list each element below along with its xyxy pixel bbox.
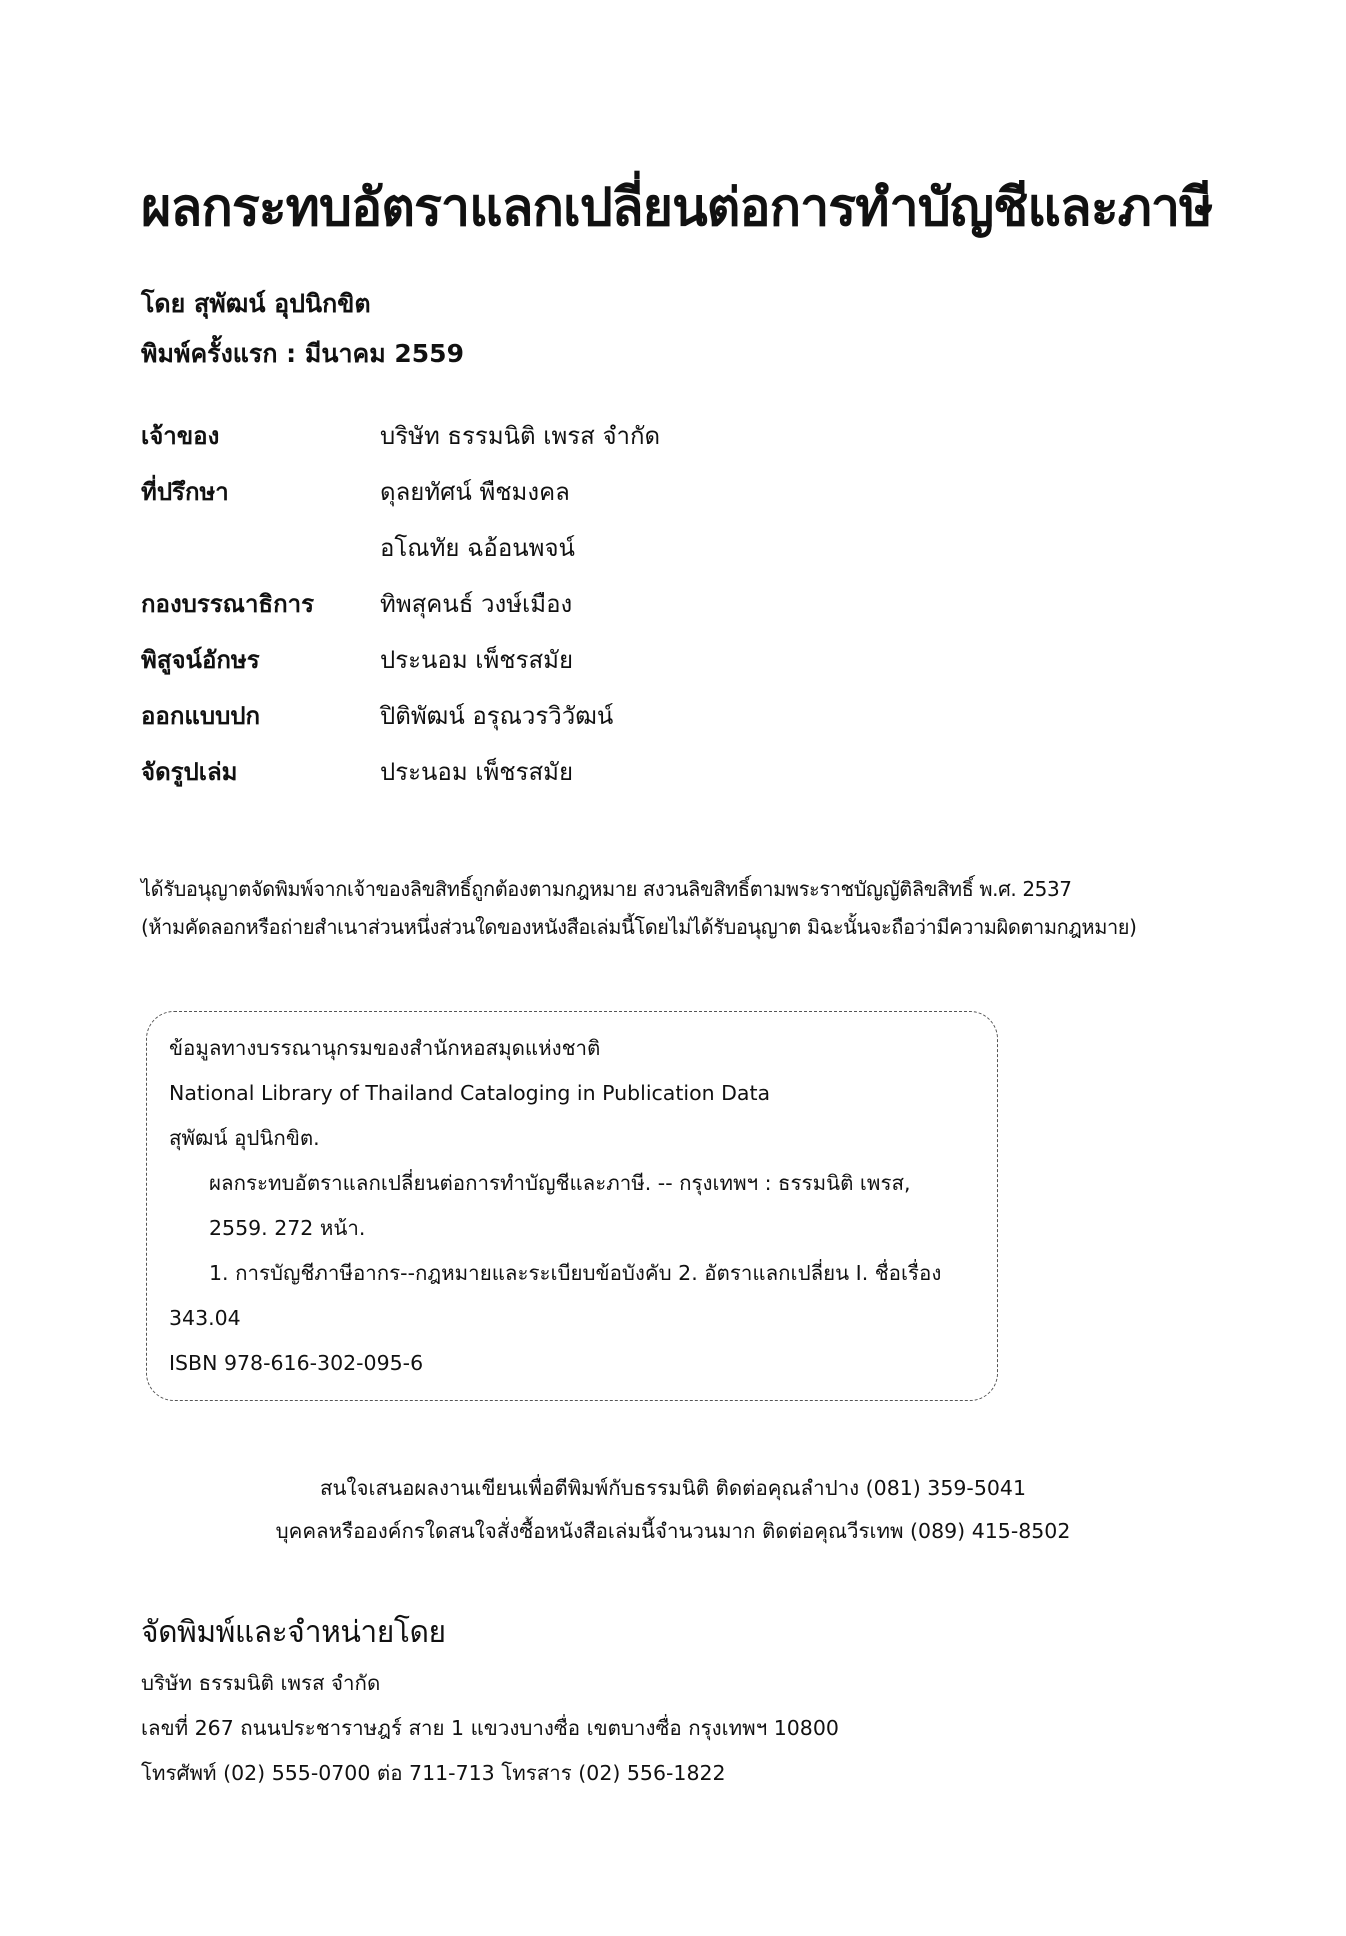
cip-subjects: 1. การบัญชีภาษีอากร--กฎหมายและระเบียบข้อบังคับ 2. อัตราแลกเปลี่ยน I. ชื่อเรื่อง: [209, 1261, 942, 1285]
credit-row: [141, 696, 1041, 752]
publisher-address: เลขที่ 267 ถนนประชาราษฎร์ สาย 1 แขวงบางซื่อ เขตบางซื่อ กรุงเทพฯ 10800: [141, 1716, 839, 1740]
credit-name: ดุลยทัศน์ พืชมงคล: [380, 478, 570, 506]
copyright-notice-line: ได้รับอนุญาตจัดพิมพ์จากเจ้าของลิขสิทธิ์ถูกต้องตามกฎหมาย สงวนลิขสิทธิ์ตามพระราชบัญญัติลิขสิทธิ์ พ.ศ. 2537: [141, 877, 1072, 901]
credit-row: [141, 416, 1041, 472]
credit-name: ปิติพัฒน์ อรุณวรวิวัฒน์: [380, 702, 614, 730]
cip-class-number: 343.04: [169, 1306, 241, 1330]
credit-name: ประนอม เพ็ชรสมัย: [380, 758, 574, 786]
credit-row: [141, 640, 1041, 696]
credit-role: พิสูจน์อักษร: [141, 646, 260, 674]
contact-bulk-orders: บุคคลหรือองค์กรใดสนใจสั่งซื้อหนังสือเล่มนี้จำนวนมาก ติดต่อคุณวีรเทพ (089) 415-8502: [275, 1519, 1071, 1543]
credit-role: กองบรรณาธิการ: [141, 590, 314, 618]
credit-row: [141, 752, 1041, 808]
copyright-warning-line: (ห้ามคัดลอกหรือถ่ายสำเนาส่วนหนึ่งส่วนใดของหนังสือเล่มนี้โดยไม่ได้รับอนุญาต มิฉะนั้นจะถือว่ามีความผิดตามกฎหมาย): [141, 915, 1137, 939]
cip-imprint: 2559. 272 หน้า.: [209, 1216, 366, 1240]
credit-role: จัดรูปเล่ม: [141, 758, 238, 786]
edition-line: พิมพ์ครั้งแรก : มีนาคม 2559: [141, 339, 464, 368]
publisher-phone: โทรศัพท์ (02) 555-0700 ต่อ 711-713 โทรสาร (02) 556-1822: [141, 1761, 726, 1785]
cip-isbn: ISBN 978-616-302-095-6: [169, 1351, 424, 1375]
credits-list: [141, 416, 1041, 808]
book-title: ผลกระทบอัตราแลกเปลี่ยนต่อการทำบัญชีและภาษี: [141, 178, 1213, 238]
cataloging-in-publication-box: [146, 1011, 998, 1401]
credit-row: [141, 584, 1041, 640]
cip-heading-thai: ข้อมูลทางบรรณานุกรมของสำนักหอสมุดแห่งชาติ: [169, 1036, 601, 1060]
publisher-name: บริษัท ธรรมนิติ เพรส จำกัด: [141, 1671, 381, 1695]
credit-name: ประนอม เพ็ชรสมัย: [380, 646, 574, 674]
credit-name: ทิพสุคนธ์ วงษ์เมือง: [380, 590, 573, 618]
credit-role: เจ้าของ: [141, 422, 220, 450]
publisher-heading: จัดพิมพ์และจำหน่ายโดย: [141, 1615, 446, 1650]
credit-row: [141, 472, 1041, 528]
credit-row: [141, 528, 1041, 584]
credit-name: อโณทัย ฉอ้อนพจน์: [380, 534, 575, 562]
credit-role: ออกแบบปก: [141, 702, 261, 730]
credit-role: ที่ปรึกษา: [141, 478, 229, 506]
cip-heading-english: National Library of Thailand Cataloging in Publication Data: [169, 1081, 771, 1105]
author-line: โดย สุพัฒน์ อุปนิกขิต: [141, 289, 371, 318]
copyright-notice: [141, 870, 1251, 946]
contact-authors: สนใจเสนอผลงานเขียนเพื่อตีพิมพ์กับธรรมนิติ ติดต่อคุณลำปาง (081) 359-5041: [320, 1476, 1026, 1500]
credit-name: บริษัท ธรรมนิติ เพรส จำกัด: [380, 422, 661, 450]
cip-author: สุพัฒน์ อุปนิกขิต.: [169, 1126, 320, 1150]
cip-title-entry: ผลกระทบอัตราแลกเปลี่ยนต่อการทำบัญชีและภาษี. -- กรุงเทพฯ : ธรรมนิติ เพรส,: [209, 1171, 911, 1195]
